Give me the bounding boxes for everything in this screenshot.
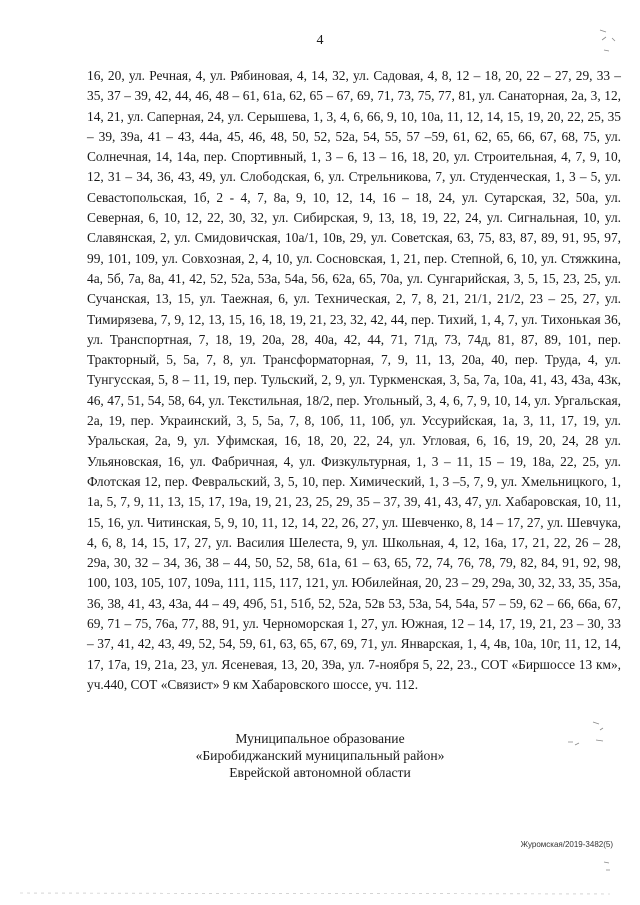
footer-line-2: «Биробиджанский муниципальный район» bbox=[195, 748, 445, 763]
document-code: Журомская/2019-3482(5) bbox=[520, 840, 613, 849]
footer-line-1: Муниципальное образование bbox=[235, 731, 405, 746]
footer-line-3: Еврейской автономной области bbox=[229, 765, 411, 780]
address-list-paragraph: 16, 20, ул. Речная, 4, ул. Рябиновая, 4, 14, 32, ул. Садовая, 4, 8, 12 – 18, 20, 22 – 27, 29, 33 – 35, 37 – 39, 42, 44, 46, 48 – 61, 61а, 62, 65 – 67, 69, 71, 73, 75, 77, 81, ул. Санаторная, 2а, 3, 12, 14, 21, ул. Саперная, 24, ул. Серышева, 1, 3, 4, 6, 66, 9, 10, 10а, 11, 12, 14, 15, 19, 20, 22, 25, 35 – 39, 39а, 41 – 43, 44а, 45, 46, 48, 50, 52, 52а, 54, 55, 57 –59, 61, 62, 65, 66, 67, 68, 75, ул. Солнечная, 14, 14а, пер. Спортивный, 1, 3 – 6, 13 – 16, 18, 20, ул. Строительная, 4, 7, 9, 10, 12, 31 – 34, 36, 43, 49, ул. Слободская, 6, ул. Стрельникова, 7, ул. Студенческая, 1, 3 – 5, ул. Севастопольская, 1б, 2 - 4, 7, 8а, 9, 10, 12, 14, 16 – 18, 24, ул. Сутарская, 32, 50а, ул. Северная, 6, 10, 12, 22, 30, 32, ул. Сибирская, 9, 13, 18, 19, 22, 24, ул. Сигнальная, 10, ул. Славянская, 2, ул. Смидовичская, 10а/1, 10в, 29, ул. Советская, 63, 75, 83, 87, 89, 91, 95, 97, 99, 101, 109, ул. Совхозная, 2, 4, 10, ул. Сосновская, 1, 21, пер. Степной, 6, 10, ул. Стяжкина, 4а, 5б, 7а, 8а, 41, 42, 52, 52а, 53а, 54а, 56, 62а, 65, 70а, ул. Сунгарийская, 3, 5, 15, 23, 25, ул. Сучанская, 13, 15, ул. Таежная, 6, ул. Техническая, 2, 7, 8, 21, 21/1, 21/2, 23 – 25, 27, ул. Тимирязева, 7, 9, 12, 13, 15, 16, 18, 19, 21, 23, 32, 42, 44, пер. Тихий, 1, 4, 7, ул. Тихонькая 36, ул. Транспортная, 7, 18, 19, 20а, 28, 40а, 42, 44, 71, 71д, 73, 74д, 81, 87, 89, 101, пер. Тракторный, 5, 5а, 7, 8, ул. Трансформаторная, 7, 9, 11, 13, 20а, 40, пер. Труда, 4, ул. Тунгусская, 5, 8 – 11, 19, пер. Тульский, 2, 9, ул. Туркменская, 3, 5а, 7а, 10а, 41, 43, 43а, 43к, 46, 47, 51, 54, 58, 64, ул. Текстильная, 18/2, пер. Угольный, 3, 4, 6, 7, 9, 10, 14, ул. Ургальская, 2а, 19, пер. Украинский, 3, 5, 5а, 7, 8, 10б, 11, 10б, ул. Уссурийская, 1а, 3, 11, 17, 19, ул. Уральская, 2а, 9, ул. Уфимская, 16, 18, 20, 22, 24, ул. Угловая, 6, 16, 19, 20, 24, 28 ул. Ульяновская, 16, ул. Фабричная, 4, ул. Физкультурная, 1, 3 – 11, 15 – 19, 18а, 22, 25, ул. Флотская 12, пер. Февральский, 3, 5, 10, пер. Химический, 1, 3 –5, 7, 9, ул. Хмельницкого, 1, 1а, 5, 7, 9, 11, 13, 15, 17, 19а, 19, 21, 23, 25, 29, 35 – 37, 39, 41, 43, 47, ул. Хабаровская, 10, 11, 15, 16, ул. Читинская, 5, 9, 10, 11, 12, 14, 22, 26, 27, ул. Шевченко, 8, 14 – 17, 27, ул. Шевчука, 4, 6, 8, 14, 15, 17, 27, ул. Василия Шелеста, 9, ул. Школьная, 4, 12, 16а, 17, 21, 22, 26 – 28, 29а, 30, 32 – 34, 36, 38 – 44, 50, 52, 58, 61а, 61 – 63, 65, 72, 74, 76, 78, 79, 82, 84, 91, 92, 98, 100, 103, 105, 107, 109а, 111, 115, 117, 121, ул. Юбилейная, 20, 23 – 29, 29а, 30, 32, 33, 35, 35а, 36, 38, 41, 43, 43а, 44 – 49, 49б, 51, 51б, 52, 52а, 52в 53, 53а, 54, 54а, 57 – 59, 62 – 66, 66а, 67, 69, 71 – 75, 76а, 77, 88, 91, ул. Черноморская 1, 27, ул. Южная, 12 – 14, 17, 19, 21, 23 – 30, 33 – 37, 41, 42, 43, 49, 52, 54, 59, 61, 63, 65, 67, 69, 71, ул. Январская, 1, 4, 4в, 10а, 10г, 11, 12, 14, 17, 17а, 19, 21а, 23, ул. Ясеневая, 13, 20, 39а, ул. 7-ноября 5, 22, 23., СОТ «Биршоссе 13 км», уч.440, СОТ «Связист» 9 км Хабаровского шоссе, уч. 112. bbox=[87, 68, 621, 692]
municipality-footer bbox=[0, 730, 640, 781]
page-number: 4 bbox=[316, 33, 324, 48]
